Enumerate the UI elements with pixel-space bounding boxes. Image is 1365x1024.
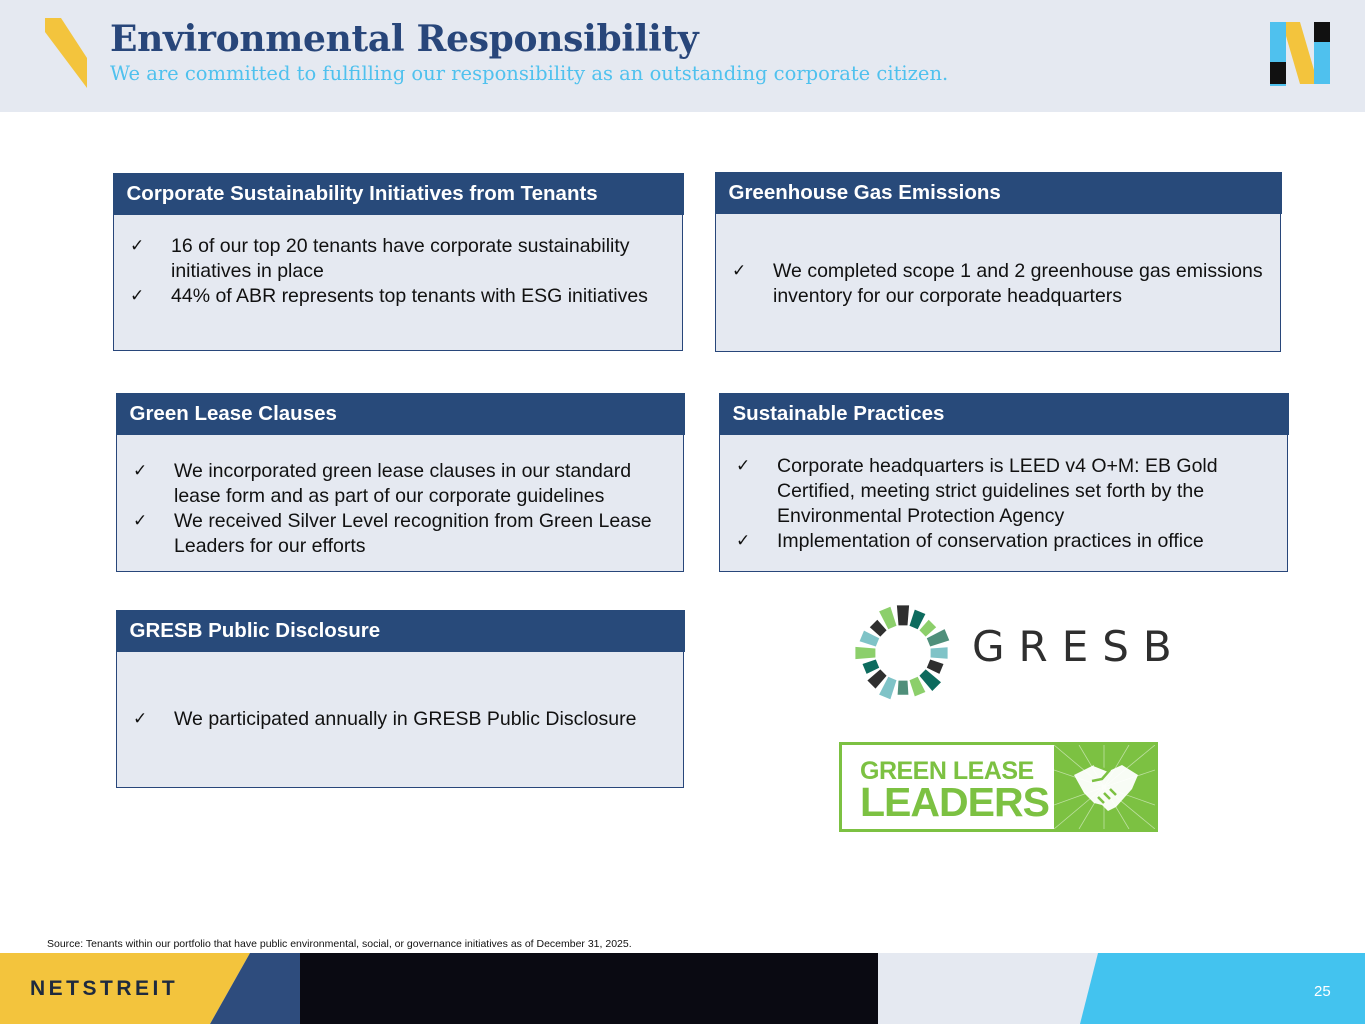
header-bar: [0, 0, 1365, 112]
gresb-ring-segment: [870, 620, 887, 637]
box-tenant-sustainability: [113, 173, 683, 351]
box-heading: GRESB Public Disclosure: [116, 610, 685, 652]
gresb-ring-icon: [848, 598, 958, 708]
gresb-logo-text: GRESB: [972, 622, 1186, 671]
box-gresb-disclosure: [116, 610, 684, 788]
gresb-ring-segment: [931, 647, 948, 658]
page-title: Environmental Responsibility: [110, 18, 699, 60]
chevron-logo-icon: [45, 18, 87, 88]
source-footnote: Source: Tenants within our portfolio that have public environmental, social, or governance initiatives as of December 31, 2025.: [47, 938, 632, 950]
check-icon: ✓: [736, 456, 751, 476]
box-heading: Green Lease Clauses: [116, 393, 685, 435]
green-lease-leaders-logo: [839, 742, 1158, 832]
green-lease-logo-line2: LEADERS: [860, 779, 1049, 825]
list-item: ✓ We participated annually in GRESB Public Disclosure: [133, 708, 637, 730]
check-icon: ✓: [732, 261, 747, 281]
check-icon: ✓: [736, 531, 751, 551]
handshake-panel: [1054, 745, 1155, 829]
list-item: ✓ We incorporated green lease clauses in our standard lease form and as part of our corporate guidelines: [133, 460, 632, 507]
check-icon: ✓: [133, 709, 148, 729]
gresb-ring-segment: [897, 605, 909, 625]
footer-bar: [0, 953, 1365, 1024]
list-item: ✓ We completed scope 1 and 2 greenhouse gas emissions inventory for our corporate headquarters: [732, 260, 1263, 307]
gresb-ring-segment: [863, 660, 880, 674]
check-icon: ✓: [133, 461, 148, 481]
list-item: ✓ 44% of ABR represents top tenants with ESG initiatives: [130, 285, 648, 307]
box-heading: Sustainable Practices: [719, 393, 1289, 435]
box-green-lease-clauses: [116, 393, 684, 572]
page-subtitle: We are committed to fulfilling our responsibility as an outstanding corporate citizen.: [110, 62, 949, 85]
list-item: ✓ Implementation of conservation practices in office: [736, 530, 1204, 552]
check-icon: ✓: [130, 286, 145, 306]
bullet-list: [114, 234, 682, 309]
bullet-list: [117, 459, 683, 559]
box-heading: Corporate Sustainability Initiatives from Tenants: [113, 173, 684, 215]
netstreit-n-logo-icon: [1270, 20, 1330, 86]
gresb-ring-segment: [898, 681, 909, 695]
box-sustainable-practices: [719, 393, 1288, 572]
page-number: 25: [1314, 983, 1331, 1000]
footer-stripes: [0, 953, 1365, 1024]
list-item: ✓ Corporate headquarters is LEED v4 O+M: EB Gold Certified, meeting strict guidelines set forth by the Environmental Protection Agency: [736, 455, 1218, 527]
list-item: ✓ 16 of our top 20 tenants have corporate sustainability initiatives in place: [130, 235, 630, 282]
bullet-list: [117, 707, 683, 732]
bullet-list: [720, 454, 1287, 554]
gresb-ring-segment: [855, 647, 875, 659]
bullet-list: [716, 259, 1280, 309]
box-heading: Greenhouse Gas Emissions: [715, 172, 1282, 214]
handshake-icon: [1054, 745, 1155, 829]
check-icon: ✓: [130, 236, 145, 256]
gresb-ring-segment: [927, 660, 944, 674]
footer-brand: NETSTREIT: [30, 977, 179, 1000]
gresb-ring-segment: [919, 620, 936, 637]
check-icon: ✓: [133, 511, 148, 531]
list-item: ✓ We received Silver Level recognition from Green Lease Leaders for our efforts: [133, 510, 652, 557]
green-lease-logo-line1: GREEN LEASE: [860, 757, 1034, 785]
box-greenhouse-gas: [715, 172, 1281, 352]
